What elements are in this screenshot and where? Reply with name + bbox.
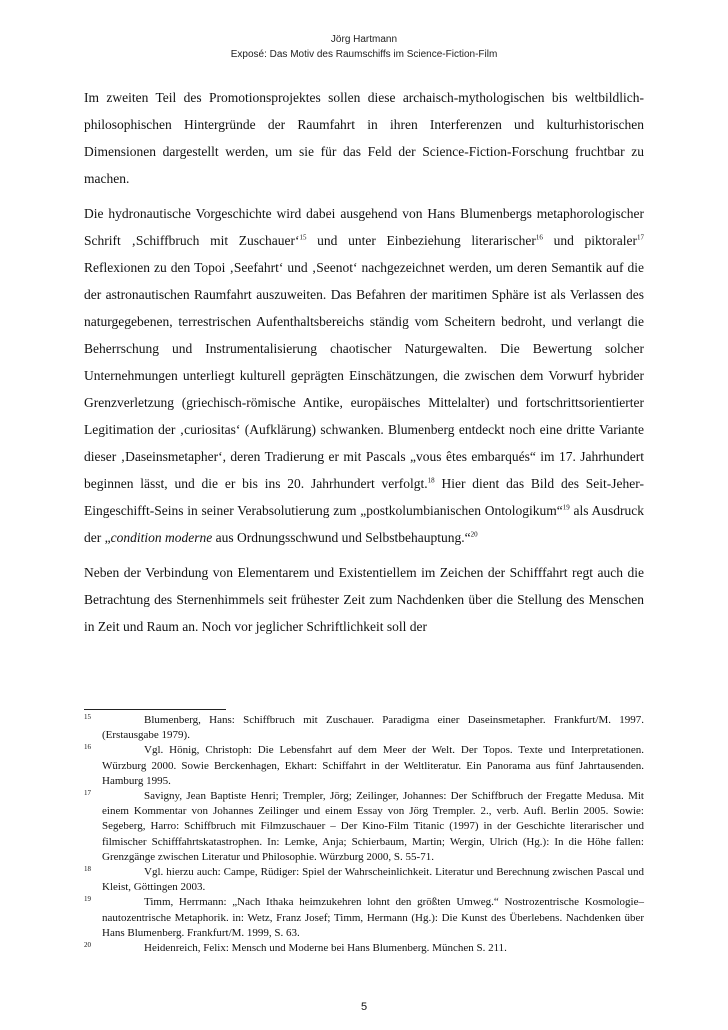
- header-author: Jörg Hartmann: [330, 34, 398, 45]
- footnote: [84, 789, 644, 865]
- footnote: [84, 895, 644, 941]
- footnote-text: Vgl. Hönig, Christoph: Die Lebensfahrt auf dem Meer der Welt. Der Topos. Texte und Interpretationen. Würzburg 2000. Sowie Berckenhagen, Ekhart: Schiffahrt in der Weltliteratur. Ein Panorama aus fünf Jahrtausenden. Hamburg 1995.: [102, 744, 644, 787]
- p2-text-7: aus Ordnungsschwund und Selbstbehauptung.“: [212, 530, 471, 545]
- footnote-number: 15: [84, 713, 91, 721]
- footnote-ref-20[interactable]: 20: [470, 530, 478, 539]
- paragraph-3: Neben der Verbindung von Elementarem und Existentiellem im Zeichen der Schifffahrt regt auch die Betrachtung des Sternenhimmels seit frühester Zeit zum Nachdenken über die Stellung des Menschen in Zeit und Raum an. Noch vor jeglicher Schriftlichkeit soll der: [84, 565, 644, 634]
- footnote-number: 19: [84, 895, 91, 904]
- footnote-separator: [84, 709, 226, 710]
- p2-text-3: und piktoraler: [542, 233, 637, 248]
- footnote-ref-18[interactable]: 18: [427, 476, 435, 485]
- footnote-ref-17[interactable]: 17: [637, 233, 644, 242]
- footnote-number: 18: [84, 865, 91, 874]
- p2-text-6: als Ausdruck der „: [84, 503, 644, 545]
- footnotes: [84, 713, 644, 956]
- footnote-number: 20: [84, 941, 91, 950]
- footnote-number: 16: [84, 743, 91, 752]
- footnote: [84, 941, 644, 956]
- running-header: [0, 32, 728, 62]
- footnote-text: Blumenberg, Hans: Schiffbruch mit Zuschauer. Paradigma einer Daseinsmetapher. Frankfurt/M. 1997. (Erstausgabe 1979).: [102, 714, 644, 742]
- footnote-text: Heidenreich, Felix: Mensch und Moderne bei Hans Blumenberg. München S. 211.: [144, 942, 507, 955]
- footnote-number: 17: [84, 789, 91, 798]
- p2-text-1: Die hydronautische Vorgeschichte wird dabei ausgehend von Hans Blumenbergs metaphorologischer Schrift ‚Schiffbruch mit Zuschauer‘: [84, 206, 644, 248]
- page-number: 5: [360, 1001, 368, 1013]
- header-subtitle: Exposé: Das Motiv des Raumschiffs im Science-Fiction-Film: [230, 49, 498, 60]
- footnote-text: Timm, Herrmann: „Nach Ithaka heimzukehren lohnt den größten Umweg.“ Nostrozentrische Kosmologie– nautozentrische Metaphorik. in: Wetz, Franz Josef; Timm, Hermann (Hg.): Die Kunst des Überlebens. Nachdenken über Hans Blumenberg. Frankfurt/M. 1999, S. 63.: [102, 896, 644, 939]
- footnote-text: Savigny, Jean Baptiste Henri; Trempler, Jörg; Zeilinger, Johannes: Der Schiffbruch der Fregatte Medusa. Mit einem Kommentar von Johannes Zeilinger und einem Essay von Jörg Trempler. 2., verb. Aufl. Berlin 2005. Sowie: Segeberg, Harro: Schiffbruch mit Filmzuschauer – Der Kino-Film Titanic (1997) in der Geschichte literarischer und filmischer Schifffahrtskatastrophen. In: Lemke, Anja; Schierbaum, Martin; Wergin, Ulrich (Hg.): In die Höhe fallen: Grenzgänge zwischen Literatur und Philosophie. Würzburg 2000, S. 55-71.: [102, 790, 644, 863]
- p2-text-4: Reflexionen zu den Topoi ‚Seefahrt‘ und ‚Seenot‘ nachgezeichnet werden, um deren Semantik auf die der astronautischen Raumfahrt auszuweiten. Das Befahren der maritimen Sphäre ist als Verlassen des naturgegebenen, terrestrischen Aufenthaltsbereichs ständig vom Scheitern bedroht, und verlangt die Beherrschung und Instrumentalisierung chaotischer Naturgewalten. Die Bewertung solcher Unternehmungen unterliegt kulturell geprägten Einschätzungen, die zwischen dem Vorwurf hybrider Grenzverletzung (griechisch-römische Antike, europäisches Mittelalter) und fortschrittsorientierter Legitimation der ‚curiositas‘ (Aufklärung) schwanken. Blumenberg entdeckt noch eine dritte Variante dieser ‚Daseinsmetapher‘, deren Tradierung er mit Pascals „vous êtes embarqués“ im 17. Jahrhundert beginnen lässt, und die er bis ins 20. Jahrhundert verfolgt.: [84, 260, 644, 491]
- footnote: [84, 743, 644, 789]
- paragraph-1: Im zweiten Teil des Promotionsprojektes sollen diese archaisch-mythologischen bis weltbildlich-philosophischen Hintergründe der Raumfahrt in ihren Interferenzen und kulturhistorischen Dimensionen dargestellt werden, um sie für das Feld der Science-Fiction-Forschung fruchtbar zu machen.: [84, 90, 644, 186]
- footnote: [84, 713, 644, 743]
- p2-italic-term: condition moderne: [110, 530, 213, 545]
- footnote: [84, 865, 644, 895]
- p2-text-2: und unter Einbeziehung literarischer: [306, 233, 536, 248]
- footnote-ref-16[interactable]: 16: [535, 233, 543, 242]
- footnote-ref-19[interactable]: 19: [562, 503, 570, 512]
- p2-text-5: Hier dient das Bild des Seit-Jeher-Eingeschifft-Seins in seiner Verabsolutierung zum „postkolumbianischen Ontologikum“: [84, 476, 644, 518]
- body-text: [84, 84, 644, 640]
- footnote-text: Vgl. hierzu auch: Campe, Rüdiger: Spiel der Wahrscheinlichkeit. Literatur und Berechnung zwischen Pascal und Kleist, Göttingen 2003.: [102, 866, 644, 894]
- paragraph-2: [84, 200, 644, 551]
- footnote-ref-15[interactable]: 15: [299, 233, 307, 242]
